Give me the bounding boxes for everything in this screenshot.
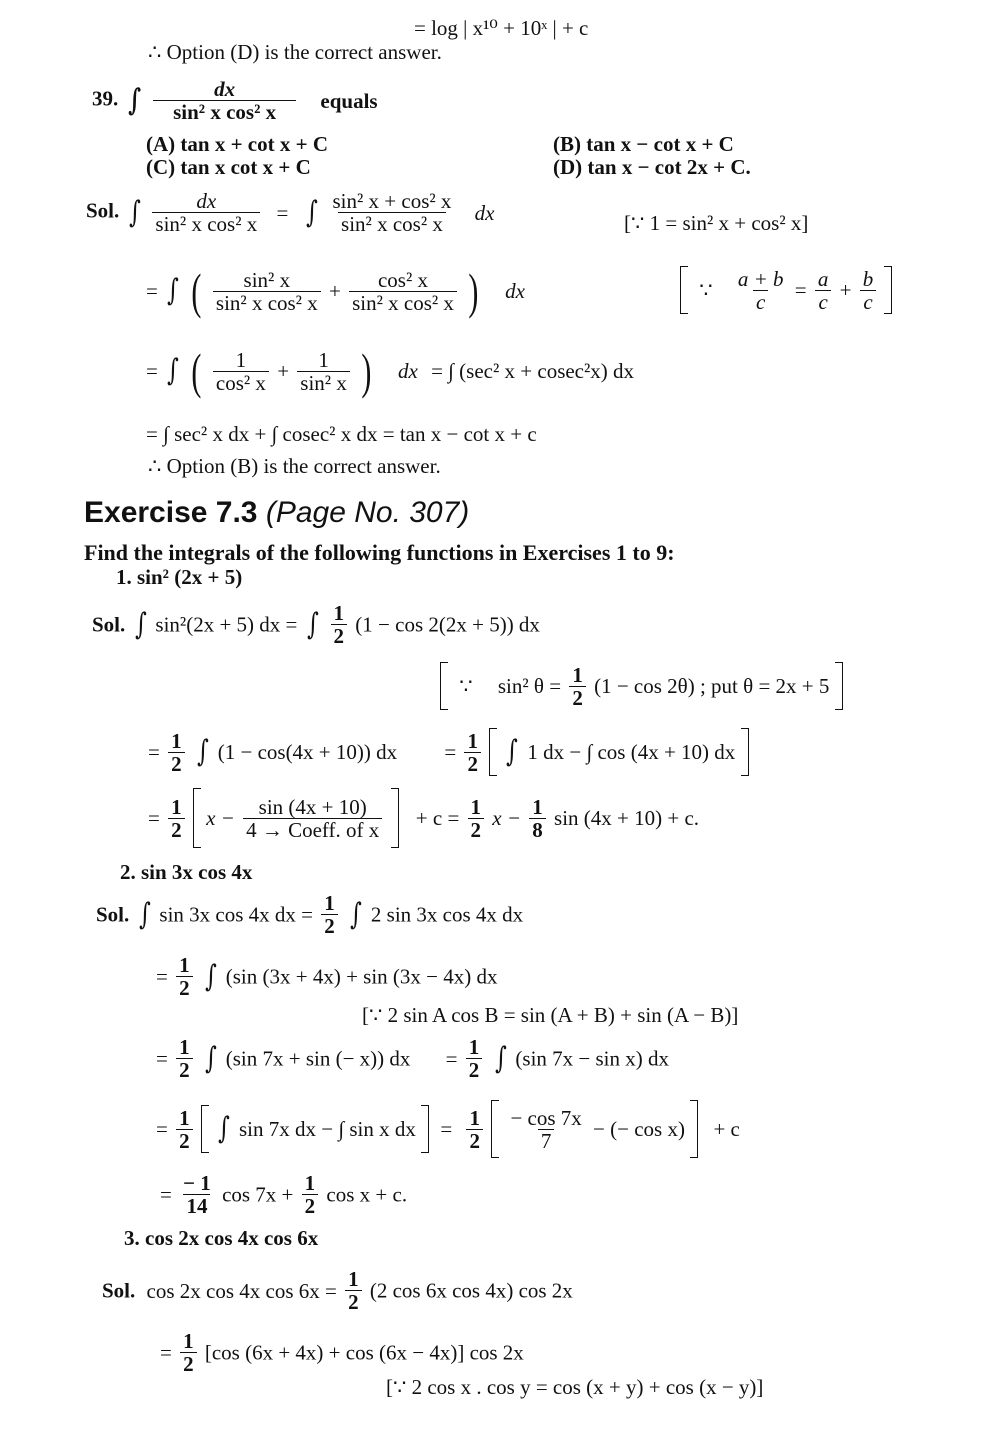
ex1-identity-note xyxy=(440,662,843,710)
equals-sign: = xyxy=(148,806,160,830)
q39-conclusion: ∴ Option (B) is the correct answer. xyxy=(148,454,441,478)
fraction: $\frac{1}{2}$ xyxy=(466,1036,483,1081)
fraction: $\frac{\sin (4x + 10)}{\text{4 → Coeff. of x}}$ xyxy=(243,796,382,841)
bracket-right xyxy=(835,662,843,710)
equals-sign: = xyxy=(276,200,289,225)
expression: 1 dx − ∫ cos (4x + 10) dx xyxy=(527,740,736,764)
bracket-left xyxy=(680,266,688,314)
question-39 xyxy=(92,78,378,123)
left-paren: ( xyxy=(191,263,202,319)
fraction: $\frac{1}{2}$ xyxy=(345,1268,362,1313)
exercise-1-question: 1. sin² (2x + 5) xyxy=(116,565,243,589)
ex3-solution-line-1 xyxy=(102,1268,573,1313)
step-result: = ∫ (sec² x + cosec²x) dx xyxy=(431,359,635,383)
integral-sign: ∫ xyxy=(494,1040,507,1076)
fraction-rule-note xyxy=(680,266,892,314)
expression: x − xyxy=(206,806,235,830)
bracket-right xyxy=(391,788,399,848)
expression: sin 7x dx − ∫ sin x dx xyxy=(238,1117,416,1141)
right-paren: ) xyxy=(361,343,372,399)
fraction: $\frac{\text{sin² x}}{\text{sin² x cos² x}}$ xyxy=(213,269,321,314)
fraction: $\frac{1}{2}$ xyxy=(468,796,485,841)
question-fraction: $\frac{dx}{\text{sin² x cos² x}}$ xyxy=(153,78,296,123)
plus-sign: + xyxy=(277,359,290,383)
expression: sin (4x + 10) + c. xyxy=(554,806,700,830)
equals-sign: = xyxy=(156,1046,168,1071)
integral-sign: ∫ xyxy=(138,896,151,932)
fraction: $\frac{1}{2}$ xyxy=(569,664,586,709)
left-paren: ( xyxy=(191,343,202,399)
ex1-solution-line-1 xyxy=(92,602,540,647)
identity-note: [∵ 1 = sin² x + cos² x] xyxy=(624,211,809,235)
solution-label: Sol. xyxy=(92,612,126,637)
fraction: $\frac{- \cos 7x}{7}$ xyxy=(510,1105,582,1153)
bracket-left xyxy=(491,1100,499,1158)
expression: cos 2x cos 4x cos 6x = xyxy=(146,1278,337,1303)
fraction: $\frac{a}{c}$ xyxy=(815,268,832,313)
bracket-left xyxy=(201,1105,209,1153)
ex3-solution-line-2 xyxy=(160,1330,524,1375)
because-symbol: ∵ xyxy=(459,674,473,698)
page-reference: (Page No. 307) xyxy=(265,496,470,529)
plus-sign: + xyxy=(328,279,341,303)
ex2-solution-line-2 xyxy=(156,954,498,999)
fraction: $\frac{1}{2}$ xyxy=(168,796,185,841)
expression: cos 7x + xyxy=(222,1182,294,1207)
integral-sign: ∫ xyxy=(306,606,319,642)
fraction: $\frac{1}{2}$ xyxy=(176,1107,193,1152)
option-c: (C) tan x cot x + C xyxy=(146,155,311,179)
expression: (sin (3x + 4x) + sin (3x − 4x) dx xyxy=(225,964,498,989)
ex2-solution-line-1 xyxy=(96,892,523,937)
fraction: $\frac{1}{8}$ xyxy=(529,796,546,841)
integral-sign: ∫ xyxy=(204,958,217,994)
fraction: $\frac{b}{c}$ xyxy=(860,268,877,313)
integral-sign: ∫ xyxy=(134,606,147,642)
bracket-right xyxy=(741,728,749,776)
fraction: $\frac{1}{2}$ xyxy=(331,602,348,647)
ex2-solution-line-4 xyxy=(156,1100,740,1158)
ex2-solution-line-5 xyxy=(160,1172,407,1217)
integral-sign: ∫ xyxy=(506,734,519,769)
ex1-solution-line-2 xyxy=(148,728,749,776)
fraction: $\frac{- 1}{14}$ xyxy=(183,1171,211,1218)
fraction: $\frac{\text{cos² x}}{\text{sin² x cos² x}}$ xyxy=(349,269,457,314)
equals-sign: = xyxy=(160,1182,172,1207)
previous-conclusion: ∴ Option (D) is the correct answer. xyxy=(148,40,442,64)
fraction: $\frac{dx}{\text{sin² x cos² x}}$ xyxy=(152,190,260,235)
previous-result-line: = log | x¹⁰ + 10ˣ | + c xyxy=(414,16,589,40)
fraction: $\frac{1}{2}$ xyxy=(466,1107,483,1152)
expression: − (− cos x) xyxy=(593,1117,685,1141)
expression: (1 − cos 2(2x + 5)) dx xyxy=(355,612,540,637)
fraction: $\frac{1}{\text{sin² x}}$ xyxy=(297,349,350,394)
because-symbol: ∵ xyxy=(699,278,713,302)
equals-sign: = xyxy=(444,740,457,764)
fraction: $\frac{1}{2}$ xyxy=(176,1036,193,1081)
equals-sign: = xyxy=(146,279,158,303)
ex2-identity-note: [∵ 2 sin A cos B = sin (A + B) + sin (A − B)] xyxy=(362,1003,739,1027)
equals-sign: = xyxy=(148,740,160,764)
equals-sign: = xyxy=(440,1117,453,1141)
solution-label: Sol. xyxy=(102,1278,136,1303)
expression: + c xyxy=(713,1117,740,1141)
equals-sign: = xyxy=(794,278,807,302)
solution-label: Sol. xyxy=(96,902,130,927)
expression: 2 sin 3x cos 4x dx xyxy=(370,902,524,927)
q39-solution-step-2 xyxy=(146,263,525,319)
option-b: (B) tan x − cot x + C xyxy=(553,132,734,156)
question-number: 39. xyxy=(92,86,119,111)
expression: (1 − cos(4x + 10)) dx xyxy=(217,740,398,764)
bracket-left xyxy=(193,788,201,848)
solution-label: Sol. xyxy=(86,198,120,223)
dx: dx xyxy=(505,279,525,303)
ex1-solution-line-3 xyxy=(148,788,699,848)
exercise-instruction: Find the integrals of the following functions in Exercises 1 to 9: xyxy=(84,540,675,565)
right-paren: ) xyxy=(468,263,479,319)
bracket-left xyxy=(440,662,448,710)
fraction: $\frac{1}{2}$ xyxy=(321,892,338,937)
ex2-solution-line-3 xyxy=(156,1036,669,1081)
q39-solution-step-3 xyxy=(146,343,635,399)
expression: sin² θ = xyxy=(497,674,562,698)
integral-sign: ∫ xyxy=(218,1111,230,1146)
q39-solution-step-1 xyxy=(86,190,495,235)
integral-sign: ∫ xyxy=(167,353,179,388)
exercise-3-question: 3. cos 2x cos 4x cos 6x xyxy=(124,1226,319,1250)
integral-sign: ∫ xyxy=(204,1040,217,1076)
option-a: (A) tan x + cot x + C xyxy=(146,132,328,156)
exercise-title: Exercise 7.3 xyxy=(84,496,258,529)
expression: (1 − cos 2θ) ; put θ = 2x + 5 xyxy=(594,674,830,698)
fraction: $\frac{1}{\text{cos² x}}$ xyxy=(213,349,269,394)
expression: + c = xyxy=(415,806,460,830)
equals-sign: = xyxy=(156,1117,168,1141)
expression: cos x + c. xyxy=(326,1182,408,1207)
fraction: $\frac{1}{2}$ xyxy=(168,730,185,775)
integral-sign: ∫ xyxy=(128,194,141,230)
equals-sign: = xyxy=(156,964,168,989)
integral-sign: ∫ xyxy=(167,273,179,308)
plus-sign: + xyxy=(839,278,852,302)
expression: x − xyxy=(492,806,522,830)
bracket-right xyxy=(884,266,892,314)
integral-sign: ∫ xyxy=(127,82,141,118)
integral-sign: ∫ xyxy=(196,734,209,769)
fraction: $\frac{1}{2}$ xyxy=(464,730,481,775)
fraction: $\frac{1}{2}$ xyxy=(302,1172,319,1217)
equals-sign: = xyxy=(146,359,158,383)
dx: dx xyxy=(474,200,495,225)
fraction: $\frac{a + b}{c}$ xyxy=(737,266,784,314)
q39-solution-step-4: = ∫ sec² x dx + ∫ cosec² x dx = tan x − cot x + c xyxy=(146,422,537,446)
expression: (sin 7x + sin (− x)) dx xyxy=(225,1046,411,1071)
expression: (2 cos 6x cos 4x) cos 2x xyxy=(369,1278,573,1303)
integral-sign: ∫ xyxy=(305,194,318,230)
bracket-right xyxy=(421,1105,429,1153)
fraction: $\frac{1}{2}$ xyxy=(180,1330,197,1375)
question-suffix: equals xyxy=(320,88,378,113)
option-d: (D) tan x − cot 2x + C. xyxy=(553,155,751,179)
equals-sign: = xyxy=(160,1340,172,1365)
fraction: $\frac{\text{sin² x + cos² x}}{\text{sin² x cos² x}}$ xyxy=(332,189,452,236)
integral-sign: ∫ xyxy=(349,896,362,932)
expression: sin²(2x + 5) dx = xyxy=(155,612,298,637)
expression: sin 3x cos 4x dx = xyxy=(159,902,313,927)
expression: (sin 7x − sin x) dx xyxy=(515,1046,669,1071)
expression: [cos (6x + 4x) + cos (6x − 4x)] cos 2x xyxy=(204,1340,524,1365)
exercise-heading xyxy=(84,496,469,530)
exercise-2-question: 2. sin 3x cos 4x xyxy=(120,860,253,884)
bracket-right xyxy=(690,1100,698,1158)
ex3-identity-note: [∵ 2 cos x . cos y = cos (x + y) + cos (x − y)] xyxy=(386,1375,764,1399)
fraction: $\frac{1}{2}$ xyxy=(176,954,193,999)
bracket-left xyxy=(489,728,497,776)
equals-sign: = xyxy=(445,1046,458,1071)
dx: dx xyxy=(398,359,418,383)
